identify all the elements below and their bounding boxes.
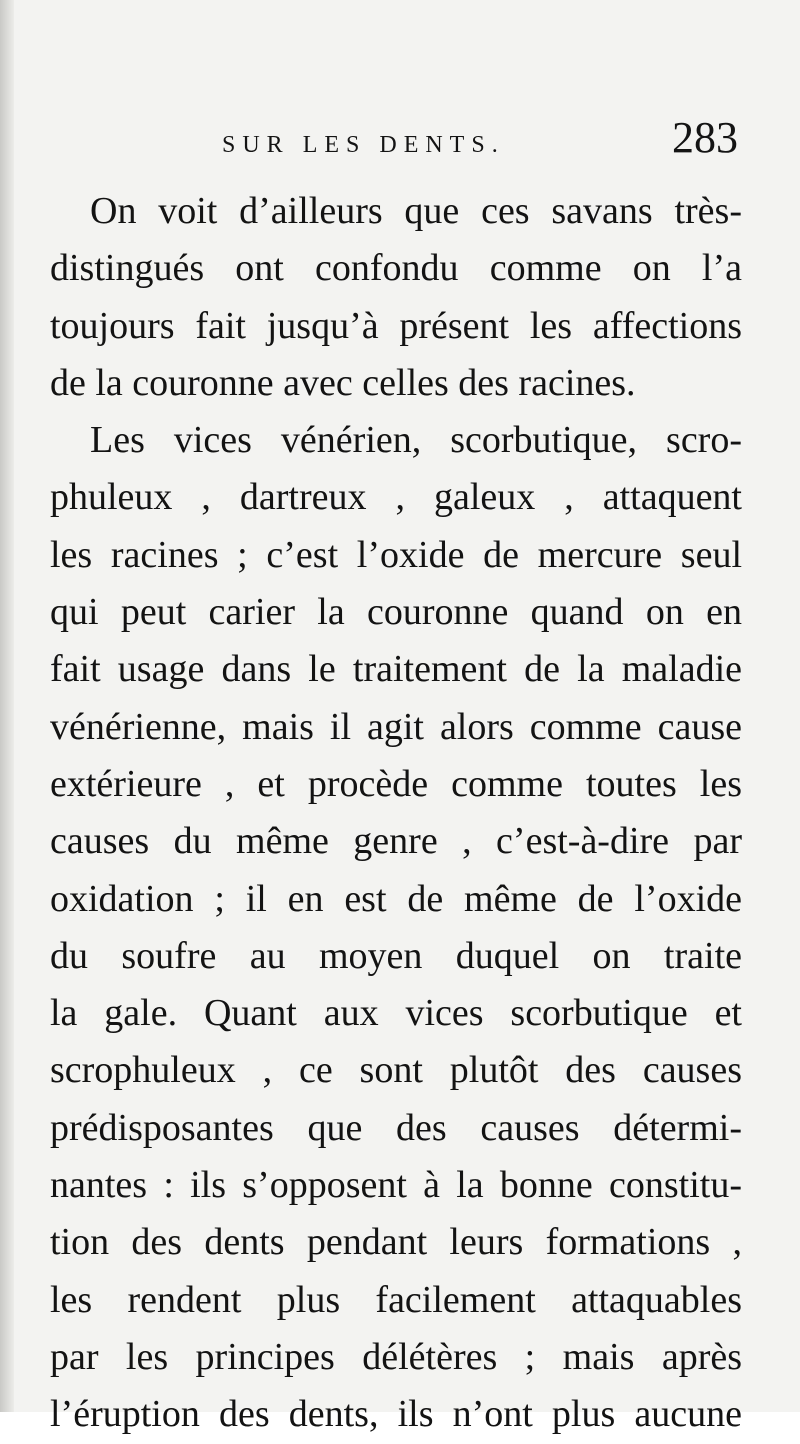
- text-line: vénérienne, mais il agit alors comme cause: [50, 705, 742, 748]
- text-line: causes du même genre , c’est-à-dire par: [50, 820, 742, 863]
- page-edge-shadow: [0, 0, 14, 1412]
- running-title: SUR LES DENTS.: [222, 132, 505, 158]
- text-line: qui peut carier la couronne quand on en: [50, 591, 742, 634]
- text-line: On voit d’ailleurs que ces savans très-: [90, 190, 742, 232]
- body-text: [50, 183, 742, 1444]
- text-line: Les vices vénérien, scorbutique, scro-: [90, 419, 742, 462]
- text-line: fait usage dans le traitement de la maladie: [50, 648, 742, 691]
- text-line: les rendent plus facilement attaquables: [50, 1278, 742, 1321]
- text-line: la gale. Quant aux vices scorbutique et: [50, 992, 742, 1035]
- text-line: du soufre au moyen duquel on traite: [50, 934, 742, 977]
- text-line: les racines ; c’est l’oxide de mercure seul: [50, 533, 742, 576]
- text-line: oxidation ; il en est de même de l’oxide: [50, 877, 742, 920]
- text-line: extérieure , et procède comme toutes les: [50, 762, 742, 805]
- text-line: tion des dents pendant leurs formations ,: [50, 1221, 742, 1264]
- text-line: toujours fait jusqu’à présent les affections: [50, 304, 742, 347]
- text-line: phuleux , dartreux , galeux , attaquent: [50, 476, 742, 519]
- page-header: [50, 112, 740, 172]
- text-line: scrophuleux , ce sont plutôt des causes: [50, 1049, 742, 1092]
- text-line: prédisposantes que des causes détermi-: [50, 1106, 742, 1149]
- text-line: l’éruption des dents, ils n’ont plus aucune: [50, 1393, 742, 1436]
- text-line: distingués ont confondu comme on l’a: [50, 247, 742, 290]
- text-line: nantes : ils s’opposent à la bonne constitu-: [50, 1164, 742, 1207]
- text-line: par les principes délétères ; mais après: [50, 1335, 742, 1378]
- text-line: de la couronne avec celles des racines.: [50, 361, 636, 404]
- page-number: 283: [672, 113, 738, 162]
